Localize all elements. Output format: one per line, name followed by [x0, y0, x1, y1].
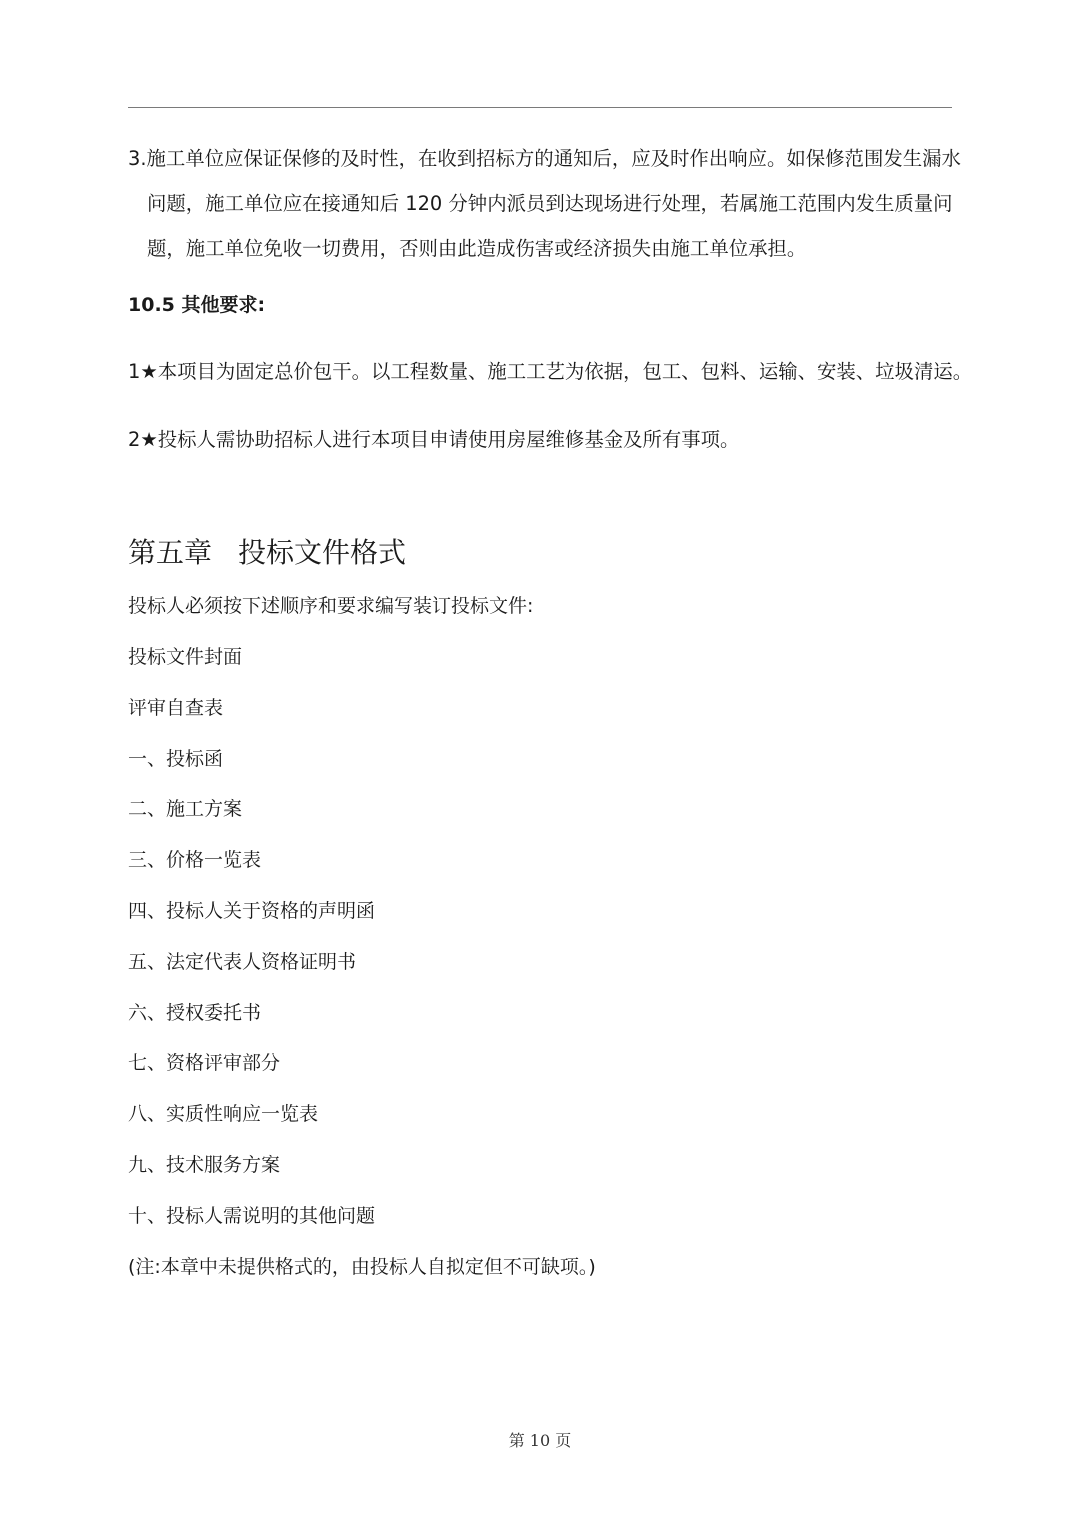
- list-item: 十、投标人需说明的其他问题: [128, 1204, 376, 1227]
- list-item: 二、施工方案: [128, 798, 243, 821]
- requirement-item-2: 2★投标人需协助招标人进行本项目申请使用房屋维修基金及所有事项。: [128, 428, 740, 451]
- list-item: 评审自查表: [128, 696, 224, 719]
- list-item: 一、投标函: [128, 747, 224, 770]
- list-item: 六、授权委托书: [128, 1001, 262, 1024]
- list-item: 九、技术服务方案: [128, 1153, 281, 1176]
- list-item: 三、价格一览表: [128, 849, 262, 872]
- chapter-title: [128, 532, 406, 574]
- list-item: 五、法定代表人资格证明书: [128, 950, 357, 973]
- header-rule: [128, 107, 952, 108]
- list-item: 八、实质性响应一览表: [128, 1103, 319, 1126]
- chapter-note: (注:本章中未提供格式的，由投标人自拟定但不可缺项。): [128, 1255, 596, 1278]
- bid-document-order-list: [128, 642, 596, 1302]
- requirement-item-1: 1★本项目为固定总价包干。以工程数量、施工工艺为依据，包工、包料、运输、安装、垃圾清运。: [128, 360, 973, 383]
- chapter-intro: 投标人必须按下述顺序和要求编写装订投标文件:: [128, 595, 534, 617]
- section-10-5-heading: 10.5 其他要求:: [128, 294, 266, 316]
- warranty-clause-3: 3.施工单位应保证保修的及时性，在收到招标方的通知后，应及时作出响应。如保修范围发生漏水问题，施工单位应在接通知后 120 分钟内派员到达现场进行处理，若属施工范围内发生质量问题，施工单位免收一切费用，否则由此造成伤害或经济损失由施工单位承担。: [128, 147, 961, 260]
- chapter-number: 第五章: [128, 536, 213, 569]
- chapter-name: 投标文件格式: [238, 536, 407, 569]
- list-item: 四、投标人关于资格的声明函: [128, 899, 376, 922]
- list-item: 七、资格评审部分: [128, 1052, 281, 1075]
- list-item: 投标文件封面: [128, 646, 243, 668]
- page-number: 第 10 页: [508, 1431, 572, 1450]
